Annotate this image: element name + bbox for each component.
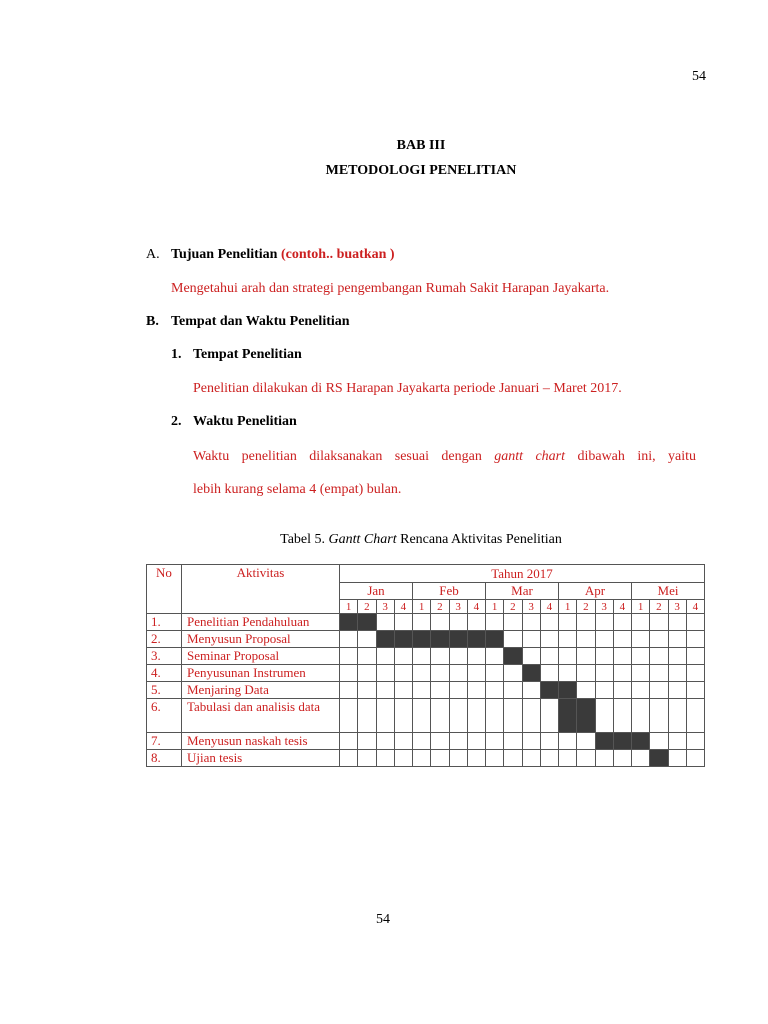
gantt-empty-cell [650, 631, 668, 648]
gantt-empty-cell [431, 750, 449, 767]
gantt-empty-cell [413, 648, 431, 665]
row-activity: Ujian tesis [182, 750, 340, 767]
gantt-empty-cell [504, 614, 522, 631]
gantt-empty-cell [686, 648, 704, 665]
gantt-empty-cell [522, 614, 540, 631]
gantt-empty-cell [559, 733, 577, 750]
header-week: 2 [577, 600, 595, 614]
gantt-empty-cell [413, 733, 431, 750]
gantt-empty-cell [431, 733, 449, 750]
gantt-empty-cell [467, 750, 485, 767]
gantt-empty-cell [376, 699, 394, 733]
gantt-empty-cell [394, 665, 412, 682]
header-week: 3 [449, 600, 467, 614]
row-number: 2. [147, 631, 182, 648]
gantt-empty-cell [522, 648, 540, 665]
section-b-letter: B. [146, 314, 159, 329]
row-activity: Menyusun Proposal [182, 631, 340, 648]
header-year: Tahun 2017 [340, 565, 705, 583]
gantt-empty-cell [504, 682, 522, 699]
gantt-bar-cell [559, 699, 577, 733]
gantt-empty-cell [668, 699, 686, 733]
row-activity: Seminar Proposal [182, 648, 340, 665]
gantt-bar-cell [431, 631, 449, 648]
gantt-empty-cell [340, 631, 358, 648]
gantt-bar-cell [449, 631, 467, 648]
subsection-1-body: Penelitian dilakukan di RS Harapan Jayakarta periode Januari – Maret 2017. [193, 381, 622, 396]
subsection-2-title: Waktu Penelitian [193, 414, 297, 429]
gantt-empty-cell [394, 614, 412, 631]
gantt-empty-cell [540, 733, 558, 750]
row-activity: Menyusun naskah tesis [182, 733, 340, 750]
gantt-empty-cell [467, 699, 485, 733]
gantt-bar-cell [522, 665, 540, 682]
gantt-empty-cell [504, 733, 522, 750]
gantt-empty-cell [358, 699, 376, 733]
table-row [147, 614, 705, 631]
subsection-2-number: 2. [171, 414, 182, 429]
gantt-empty-cell [540, 750, 558, 767]
header-week: 4 [686, 600, 704, 614]
gantt-empty-cell [449, 699, 467, 733]
subsection-2-body-post: dibawah ini, yaitu [577, 449, 697, 464]
gantt-empty-cell [668, 682, 686, 699]
gantt-empty-cell [522, 733, 540, 750]
section-a-letter: A. [146, 247, 160, 262]
chapter-title-text: METODOLOGI PENELITIAN [325, 163, 517, 178]
gantt-empty-cell [540, 614, 558, 631]
gantt-empty-cell [668, 665, 686, 682]
gantt-empty-cell [595, 699, 613, 733]
header-month-4: Mei [632, 583, 705, 600]
gantt-empty-cell [376, 733, 394, 750]
gantt-empty-cell [686, 750, 704, 767]
gantt-empty-cell [358, 648, 376, 665]
row-activity: Penelitian Pendahuluan [182, 614, 340, 631]
row-activity: Tabulasi dan analisis data [182, 699, 340, 733]
gantt-empty-cell [449, 648, 467, 665]
gantt-empty-cell [686, 699, 704, 733]
gantt-empty-cell [613, 665, 631, 682]
gantt-empty-cell [540, 648, 558, 665]
gantt-bar-cell [376, 631, 394, 648]
gantt-chart-table [146, 564, 705, 767]
gantt-empty-cell [449, 614, 467, 631]
row-number: 5. [147, 682, 182, 699]
gantt-bar-cell [577, 699, 595, 733]
gantt-empty-cell [577, 665, 595, 682]
gantt-empty-cell [358, 665, 376, 682]
gantt-empty-cell [376, 614, 394, 631]
subsection-2-body-pre: Waktu penelitian dilaksanakan sesuai dengan [193, 449, 482, 464]
gantt-empty-cell [595, 631, 613, 648]
gantt-empty-cell [358, 750, 376, 767]
gantt-empty-cell [540, 665, 558, 682]
gantt-bar-cell [613, 733, 631, 750]
gantt-empty-cell [686, 665, 704, 682]
header-week: 3 [595, 600, 613, 614]
subsection-1-number: 1. [171, 347, 182, 362]
gantt-empty-cell [613, 750, 631, 767]
gantt-empty-cell [613, 648, 631, 665]
header-activity: Aktivitas [182, 565, 340, 614]
gantt-empty-cell [668, 648, 686, 665]
header-week: 3 [376, 600, 394, 614]
header-no: No [147, 565, 182, 614]
gantt-empty-cell [431, 614, 449, 631]
gantt-empty-cell [486, 750, 504, 767]
gantt-empty-cell [467, 614, 485, 631]
gantt-empty-cell [340, 750, 358, 767]
gantt-bar-cell [413, 631, 431, 648]
row-activity: Penyusunan Instrumen [182, 665, 340, 682]
gantt-empty-cell [449, 733, 467, 750]
gantt-empty-cell [686, 682, 704, 699]
section-a-body: Mengetahui arah dan strategi pengembangan Rumah Sakit Harapan Jayakarta. [171, 281, 610, 296]
section-a-note: (contoh.. buatkan ) [280, 247, 395, 262]
gantt-empty-cell [632, 750, 650, 767]
section-a-title: Tujuan Penelitian [171, 247, 278, 262]
gantt-empty-cell [595, 614, 613, 631]
section-b-heading [146, 314, 350, 330]
gantt-empty-cell [340, 682, 358, 699]
gantt-empty-cell [632, 614, 650, 631]
gantt-empty-cell [650, 665, 668, 682]
gantt-empty-cell [413, 750, 431, 767]
subsection-2-body-em: gantt chart [494, 449, 566, 464]
subsection-2-body-line1 [193, 449, 696, 465]
gantt-empty-cell [486, 733, 504, 750]
gantt-empty-cell [577, 614, 595, 631]
caption-prefix: Tabel 5. [280, 532, 326, 547]
gantt-empty-cell [394, 733, 412, 750]
gantt-empty-cell [668, 631, 686, 648]
table-row [147, 631, 705, 648]
gantt-bar-cell [340, 614, 358, 631]
header-week: 3 [668, 600, 686, 614]
gantt-empty-cell [595, 648, 613, 665]
gantt-empty-cell [650, 699, 668, 733]
gantt-empty-cell [613, 682, 631, 699]
gantt-empty-cell [522, 682, 540, 699]
gantt-bar-cell [394, 631, 412, 648]
gantt-empty-cell [595, 682, 613, 699]
gantt-empty-cell [340, 733, 358, 750]
gantt-empty-cell [577, 682, 595, 699]
gantt-empty-cell [577, 631, 595, 648]
gantt-empty-cell [504, 631, 522, 648]
row-number: 6. [147, 699, 182, 733]
row-number: 3. [147, 648, 182, 665]
chapter-label [0, 138, 768, 154]
gantt-empty-cell [449, 682, 467, 699]
gantt-empty-cell [486, 699, 504, 733]
gantt-empty-cell [577, 750, 595, 767]
header-week: 1 [632, 600, 650, 614]
header-month-1: Feb [413, 583, 486, 600]
gantt-bar-cell [504, 648, 522, 665]
gantt-empty-cell [650, 614, 668, 631]
gantt-empty-cell [577, 733, 595, 750]
gantt-empty-cell [394, 750, 412, 767]
header-week: 4 [540, 600, 558, 614]
gantt-empty-cell [650, 682, 668, 699]
table-row [147, 733, 705, 750]
subsection-1-title: Tempat Penelitian [193, 347, 302, 362]
table-caption [0, 532, 768, 548]
gantt-empty-cell [632, 699, 650, 733]
gantt-empty-cell [668, 750, 686, 767]
gantt-bar-cell [486, 631, 504, 648]
subsection-1-heading [171, 347, 302, 363]
gantt-empty-cell [413, 665, 431, 682]
gantt-empty-cell [358, 682, 376, 699]
gantt-empty-cell [394, 682, 412, 699]
gantt-empty-cell [340, 699, 358, 733]
gantt-empty-cell [486, 682, 504, 699]
gantt-empty-cell [668, 614, 686, 631]
section-b-title: Tempat dan Waktu Penelitian [171, 314, 350, 329]
gantt-empty-cell [413, 699, 431, 733]
gantt-empty-cell [394, 699, 412, 733]
gantt-empty-cell [504, 750, 522, 767]
row-number: 8. [147, 750, 182, 767]
gantt-empty-cell [595, 750, 613, 767]
header-week: 4 [613, 600, 631, 614]
header-month-2: Mar [486, 583, 559, 600]
header-week: 1 [413, 600, 431, 614]
gantt-empty-cell [376, 682, 394, 699]
header-month-0: Jan [340, 583, 413, 600]
gantt-empty-cell [340, 665, 358, 682]
chapter-number: BAB III [396, 138, 446, 153]
header-week: 2 [650, 600, 668, 614]
gantt-empty-cell [559, 750, 577, 767]
gantt-empty-cell [449, 665, 467, 682]
subsection-2-body-line2: lebih kurang selama 4 (empat) bulan. [193, 482, 402, 497]
gantt-empty-cell [376, 750, 394, 767]
gantt-empty-cell [686, 631, 704, 648]
caption-suffix: Rencana Aktivitas Penelitian [400, 532, 562, 547]
gantt-empty-cell [540, 631, 558, 648]
row-number: 4. [147, 665, 182, 682]
gantt-empty-cell [431, 648, 449, 665]
gantt-empty-cell [559, 665, 577, 682]
row-number: 7. [147, 733, 182, 750]
gantt-bar-cell [632, 733, 650, 750]
header-week: 4 [394, 600, 412, 614]
gantt-empty-cell [686, 733, 704, 750]
gantt-empty-cell [467, 682, 485, 699]
gantt-empty-cell [650, 733, 668, 750]
table-row [147, 648, 705, 665]
header-week: 2 [431, 600, 449, 614]
gantt-empty-cell [632, 665, 650, 682]
header-week: 3 [522, 600, 540, 614]
gantt-bar-cell [595, 733, 613, 750]
page-number-top: 54 [692, 69, 706, 84]
gantt-empty-cell [613, 614, 631, 631]
gantt-empty-cell [431, 665, 449, 682]
gantt-empty-cell [686, 614, 704, 631]
header-week: 1 [559, 600, 577, 614]
gantt-empty-cell [486, 665, 504, 682]
gantt-empty-cell [340, 648, 358, 665]
gantt-empty-cell [467, 648, 485, 665]
row-activity: Menjaring Data [182, 682, 340, 699]
header-week: 2 [358, 600, 376, 614]
gantt-empty-cell [486, 648, 504, 665]
gantt-empty-cell [613, 699, 631, 733]
gantt-bar-cell [650, 750, 668, 767]
gantt-bar-cell [559, 682, 577, 699]
table-row [147, 682, 705, 699]
gantt-empty-cell [522, 699, 540, 733]
gantt-empty-cell [577, 648, 595, 665]
gantt-empty-cell [358, 631, 376, 648]
gantt-empty-cell [668, 733, 686, 750]
row-number: 1. [147, 614, 182, 631]
gantt-empty-cell [413, 614, 431, 631]
header-month-3: Apr [559, 583, 632, 600]
gantt-empty-cell [632, 682, 650, 699]
gantt-empty-cell [504, 699, 522, 733]
gantt-empty-cell [650, 648, 668, 665]
gantt-bar-cell [358, 614, 376, 631]
gantt-empty-cell [632, 648, 650, 665]
gantt-empty-cell [613, 631, 631, 648]
gantt-empty-cell [540, 699, 558, 733]
subsection-2-heading [171, 414, 297, 430]
table-row [147, 750, 705, 767]
caption-em: Gantt Chart [328, 532, 397, 547]
header-week: 1 [340, 600, 358, 614]
gantt-empty-cell [486, 614, 504, 631]
header-week: 1 [486, 600, 504, 614]
chapter-title [0, 163, 768, 179]
gantt-empty-cell [467, 733, 485, 750]
header-week: 4 [467, 600, 485, 614]
table-row [147, 699, 705, 733]
gantt-empty-cell [595, 665, 613, 682]
gantt-empty-cell [394, 648, 412, 665]
gantt-empty-cell [376, 665, 394, 682]
gantt-bar-cell [467, 631, 485, 648]
gantt-empty-cell [449, 750, 467, 767]
gantt-empty-cell [358, 733, 376, 750]
section-a-heading [146, 247, 395, 263]
table-row [147, 665, 705, 682]
header-week: 2 [504, 600, 522, 614]
gantt-empty-cell [431, 699, 449, 733]
gantt-empty-cell [559, 631, 577, 648]
gantt-empty-cell [632, 631, 650, 648]
gantt-empty-cell [559, 648, 577, 665]
gantt-empty-cell [559, 614, 577, 631]
gantt-bar-cell [540, 682, 558, 699]
gantt-empty-cell [504, 665, 522, 682]
page-number-bottom: 54 [376, 912, 390, 927]
gantt-empty-cell [431, 682, 449, 699]
gantt-empty-cell [376, 648, 394, 665]
gantt-empty-cell [522, 750, 540, 767]
gantt-empty-cell [413, 682, 431, 699]
gantt-empty-cell [467, 665, 485, 682]
gantt-empty-cell [522, 631, 540, 648]
